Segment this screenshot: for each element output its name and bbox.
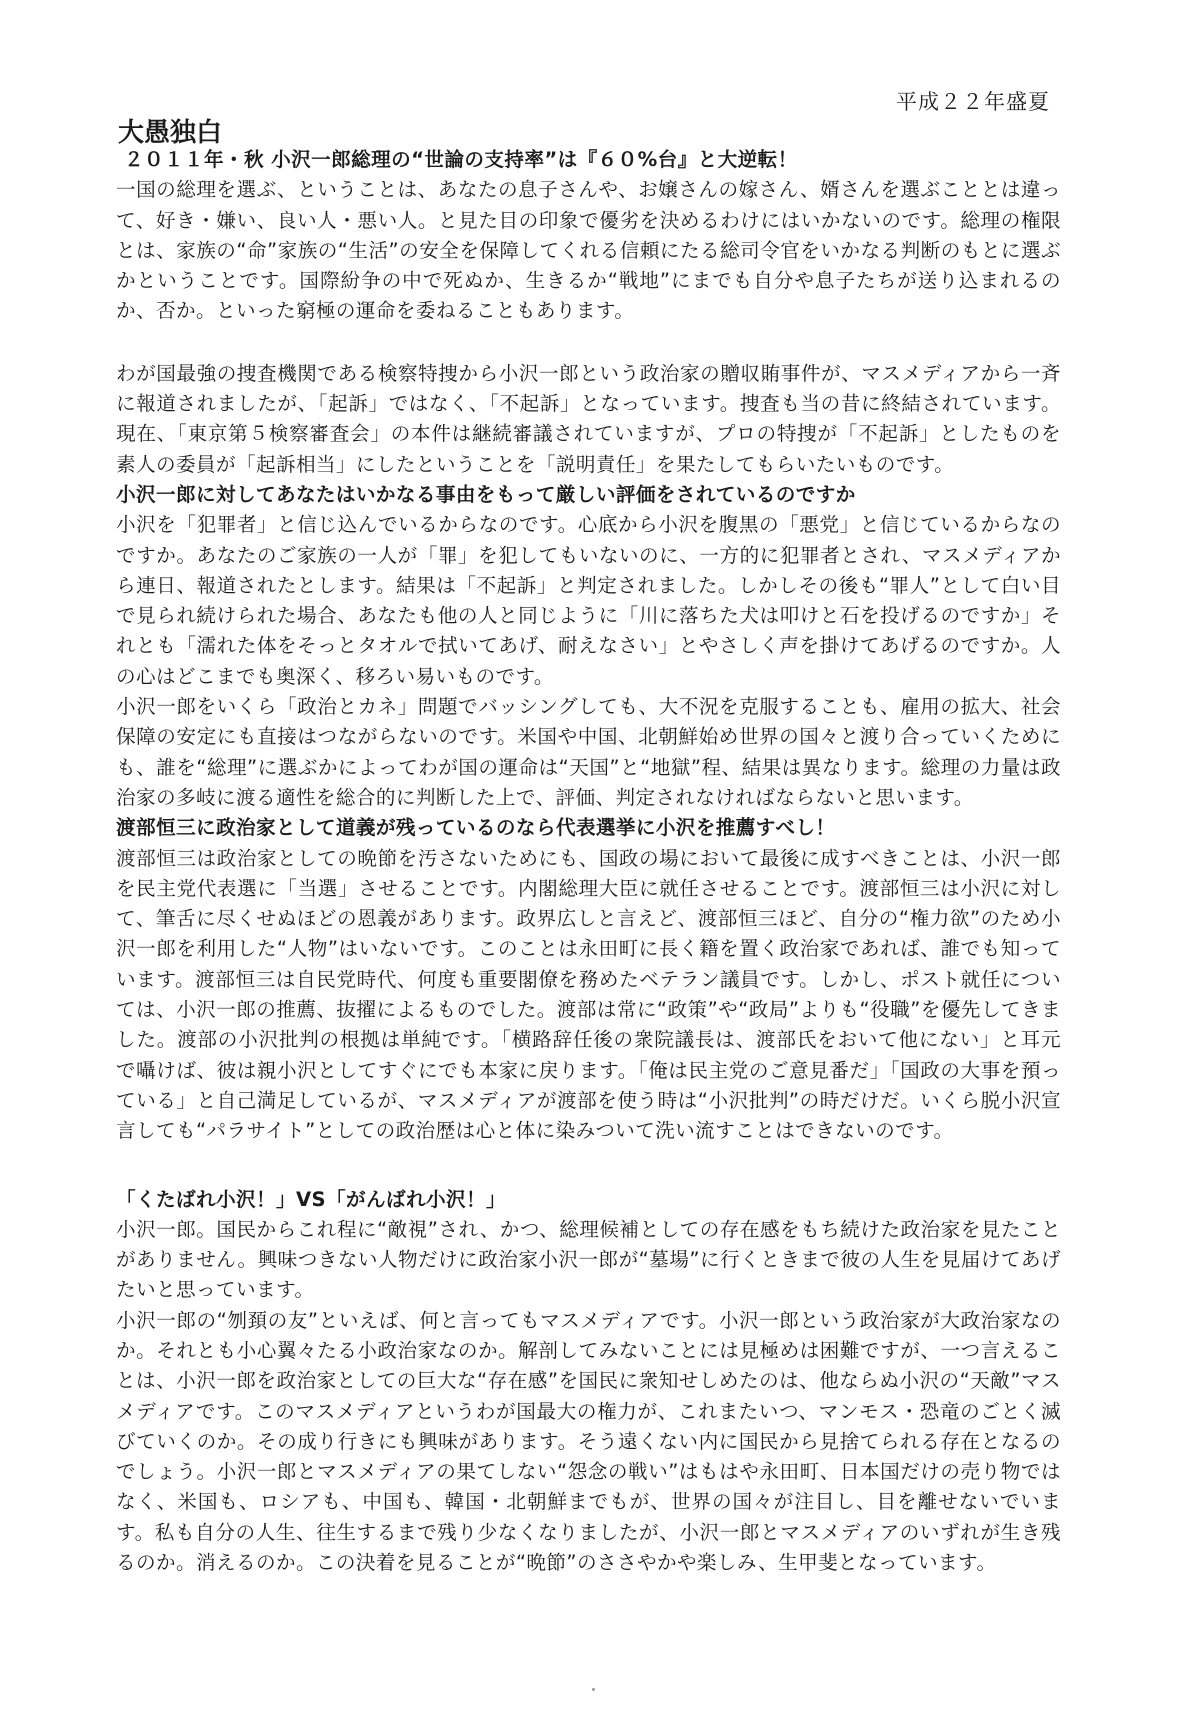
body-paragraph: わが国最強の捜査機関である検察特捜から小沢一郎という政治家の贈収賄事件が、マスメディアから一斉に報道されましたが、「起訴」ではなく、「不起訴」となっています。捜査も当の昔に終結されています。現在、「東京第５検察審査会」の本件は継続審議されていますが、プロの特捜が「不起訴」としたものを素人の委員が「起訴相当」にしたということを「説明責任」を果たしてもらいたいものです。 xyxy=(116,361,1061,476)
body-paragraph: 小沢一郎。国民からこれ程に“敵視”され、かつ、総理候補としての存在感をもち続けた政治家を見たことがありません。興味つきない人物だけに政治家小沢一郎が“墓場”に行くときまで彼の人生を見届けてあげたいと思っています。 xyxy=(116,1217,1061,1302)
section-heading: ２０１１年・秋 小沢一郎総理の“世論の支持率”は『６０%台』と大逆転！ xyxy=(124,148,798,171)
body-paragraph: 一国の総理を選ぶ、ということは、あなたの息子さんや、お嬢さんの嫁さん、婿さんを選ぶこととは違って、好き・嫌い、良い人・悪い人。と見た目の印象で優劣を決めるわけにはいかないのです。総理の権限とは、家族の“命”家族の“生活”の安全を保障してくれる信頼にたる総司令官をいかなる判断のもとに選ぶかということです。国際紛争の中で死ぬか、生きるか“戦地”にまでも自分や息子たちが送り込まれるのか、否か。といった窮極の運命を委ねることもあります。 xyxy=(116,178,1061,323)
scan-speck xyxy=(592,1688,595,1691)
paragraph-spacer xyxy=(116,327,1061,359)
section-heading: 渡部恒三に政治家として道義が残っているのなら代表選挙に小沢を推薦すべし！ xyxy=(116,816,836,840)
body-paragraph: 小沢一郎をいくら「政治とカネ」問題でバッシングしても、大不況を克服することも、雇用の拡大、社会保障の安定にも直接はつながらないのです。米国や中国、北朝鮮始め世界の国々と渡り合っていくためにも、誰を“総理”に選ぶかによってわが国の運命は“天国”と“地獄”程、結果は異なります。総理の力量は政治家の多岐に渡る適性を総合的に判断した上で、評価、判定されなければならないと思います。 xyxy=(116,695,1061,809)
section-spacer xyxy=(116,1147,1061,1185)
body-paragraph: 渡部恒三は政治家としての晩節を汚さないためにも、国政の場において最後に成すべきことは、小沢一郎を民主党代表選に「当選」させることです。内閣総理大臣に就任させることです。渡部恒三は小沢に対して、筆舌に尽くせぬほどの恩義があります。政界広しと言えど、渡部恒三ほど、自分の“権力欲”のため小沢一郎を利用した“人物”はいないです。このことは永田町に長く籍を置く政治家であれば、誰でも知っています。渡部恒三は自民党時代、何度も重要閣僚を務めたベテラン議員です。しかし、ポスト就任については、小沢一郎の推薦、抜擢によるものでした。渡部は常に“政策”や“政局”よりも“役職”を優先してきました。渡部の小沢批判の根拠は単純です。「横路辞任後の衆院議長は、渡部氏をおいて他にない」と耳元で囁けば、彼は親小沢としてすぐにでも本家に戻ります。「俺は民主党のご意見番だ」「国政の大事を預っている」と自己満足しているが、マスメディアが渡部を使う時は“小沢批判”の時だけだ。いくら脱小沢宣言しても“パラサイト”としての政治歴は心と体に染みついて洗い流すことはできないのです。 xyxy=(116,846,1061,1143)
section-heading: 小沢一郎に対してあなたはいかなる事由をもって厳しい評価をされているのですか xyxy=(116,482,856,506)
date-label: 平成２２年盛夏 xyxy=(896,90,1050,114)
section-heading: 「くたばれ小沢！」VS「がんばれ小沢！」 xyxy=(116,1187,506,1211)
body-paragraph: 小沢を「犯罪者」と信じ込んでいるからなのです。心底から小沢を腹黒の「悪党」と信じているからなのですか。あなたのご家族の一人が「罪」を犯してもいないのに、一方的に犯罪者とされ、マスメディアから連日、報道されたとします。結果は「不起訴」と判定されました。しかしその後も“罪人”として白い目で見られ続けられた場合、あなたも他の人と同じように「川に落ちた犬は叩けと石を投げるのですか」それとも「濡れた体をそっとタオルで拭いてあげ、耐えなさい」とやさしく声を掛けてあげるのですか。人の心はどこまでも奥深く、移ろい易いものです。 xyxy=(116,513,1061,688)
document-body xyxy=(116,145,1061,1578)
document-title: 大愚独白 xyxy=(118,118,223,148)
body-paragraph: 小沢一郎の“刎頚の友”といえば、何と言ってもマスメディアです。小沢一郎という政治家が大政治家なのか。それとも小心翼々たる小政治家なのか。解剖してみないことには見極めは困難ですが、一つ言えることは、小沢一郎を政治家としての巨大な“存在感”を国民に衆知せしめたのは、他ならぬ小沢の“天敵”マスメディアです。このマスメディアというわが国最大の権力が、これまたいつ、マンモス・恐竜のごとく滅びていくのか。その成り行きにも興味があります。そう遠くない内に国民から見捨てられる存在となるのでしょう。小沢一郎とマスメディアの果てしない“怨念の戦い”はもはや永田町、日本国だけの売り物ではなく、米国も、ロシアも、中国も、韓国・北朝鮮までもが、世界の国々が注目し、目を離せないでいます。私も自分の人生、往生するまで残り少なくなりましたが、小沢一郎とマスメディアのいずれが生き残るのか。消えるのか。この決着を見ることが“晩節”のささやかや楽しみ、生甲斐となっています。 xyxy=(116,1308,1061,1575)
